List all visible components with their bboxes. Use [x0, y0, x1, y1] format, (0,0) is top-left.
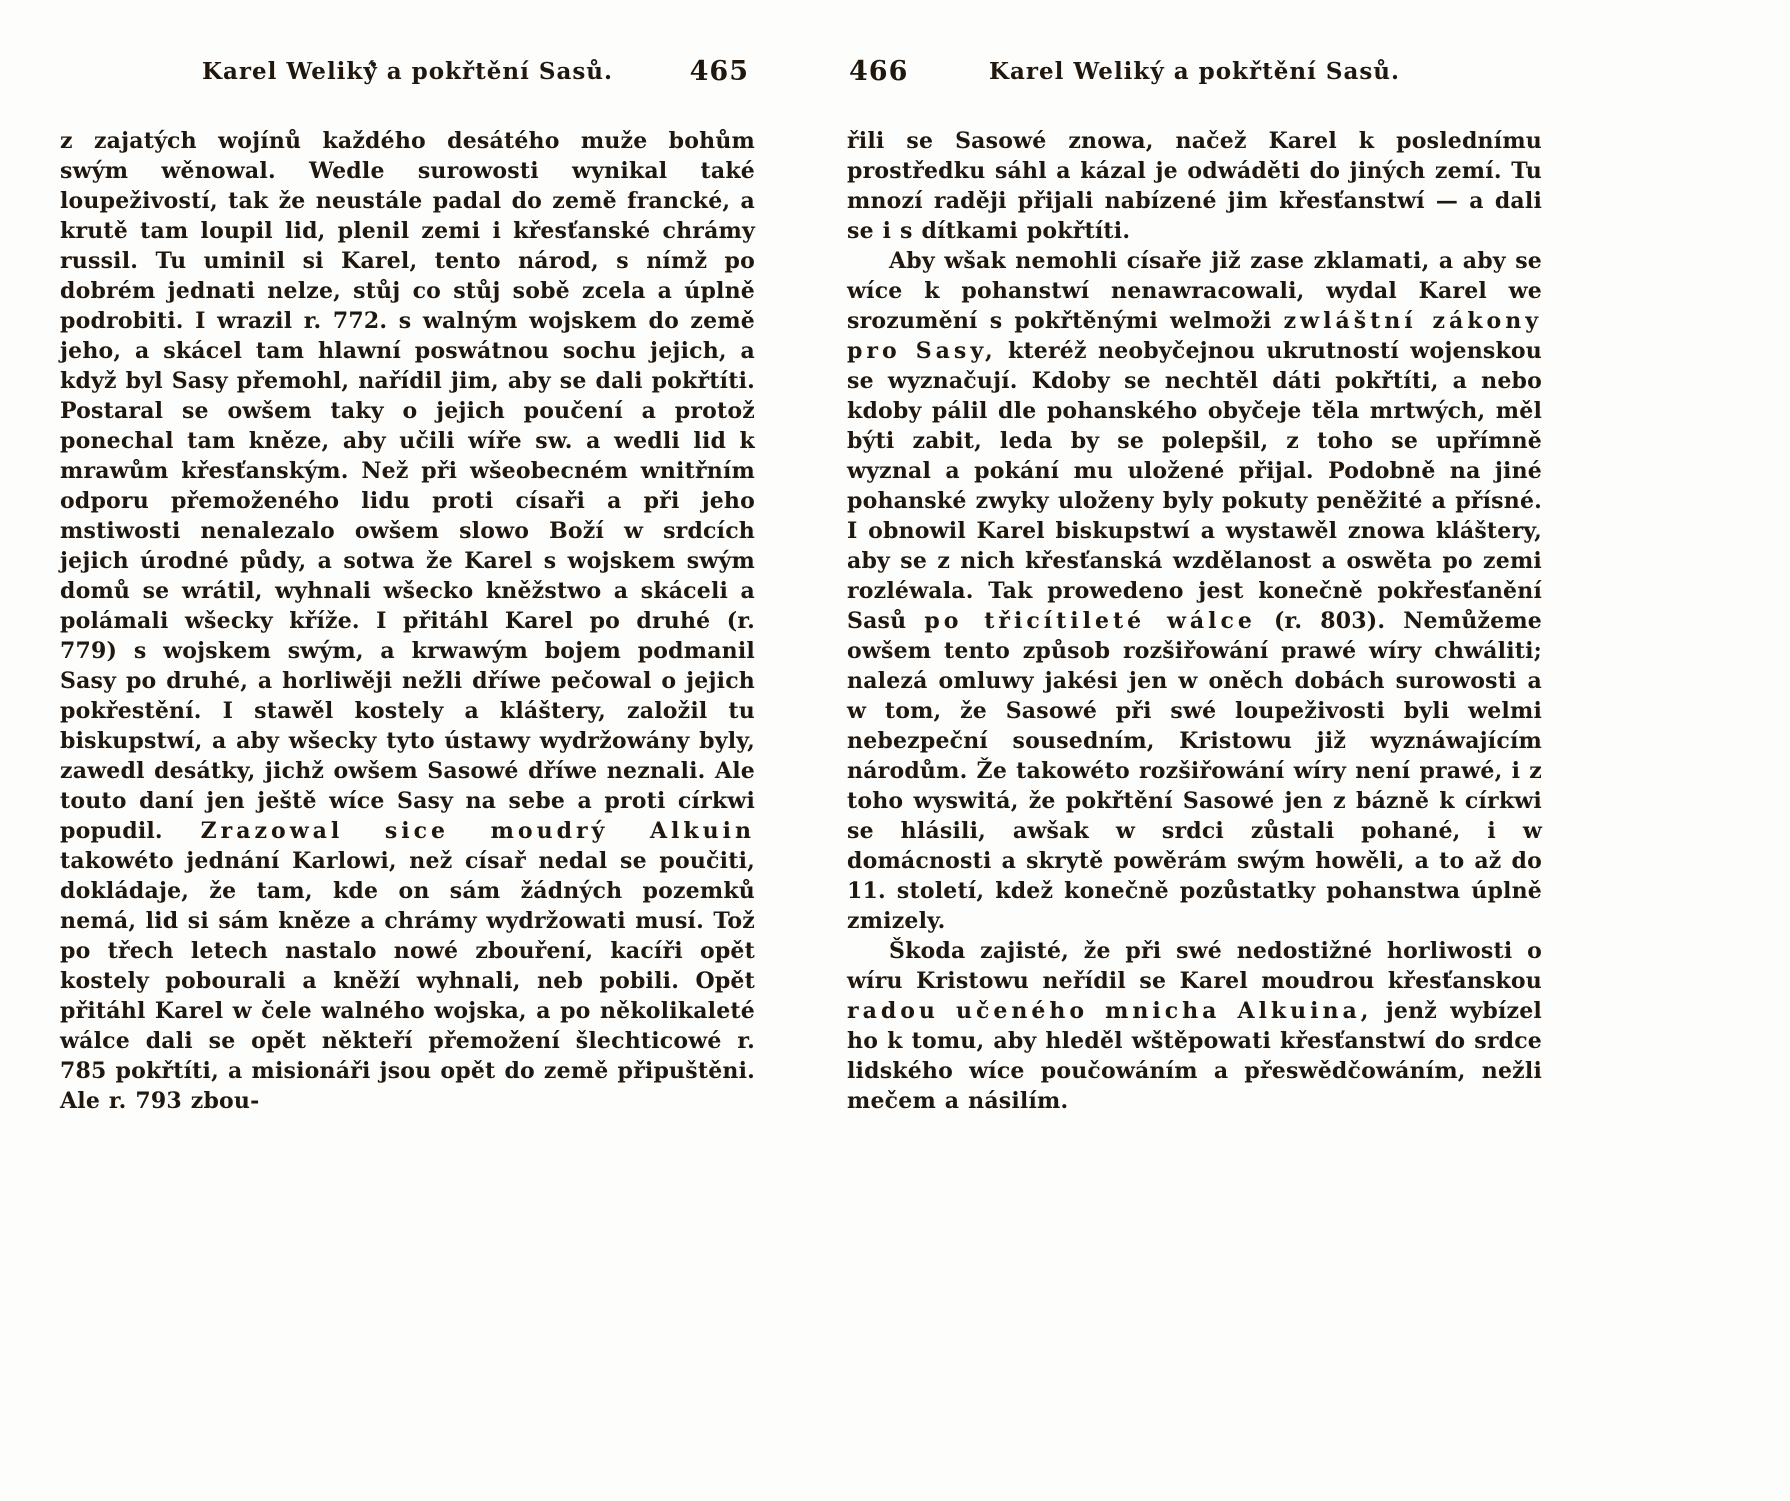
- page-header-left: [60, 58, 755, 100]
- text-run: Aby wšak nemohli císaře již zase zklamati, a aby se wíce k pohanstwí nenawracowali, wydal Karel we srozumění s pokřtěnými welmoži: [847, 248, 1542, 334]
- page-right: [847, 58, 1542, 1116]
- text-run: (r. 803). Nemůžeme owšem tento způsob rozšiřowání prawé wíry chwáliti; nalezá omluwy jakési jen w oněch dobách surowosti a w tom, že Sasowé při swé loupeživosti byli welmi nebezpeční sousedním, Kristowu již wyznáwajícím národům. Že takowéto rozšiřowání wíry není prawé, i z toho wyswitá, že pokřtění Sasowé jen z bázně k církwi se hlásili, awšak w srdci zůstali pohané, i w domácnosti a skrytě powěrám swým howěli, a to až do 11. století, kdež konečně pozůstatky pohanstwa úplně zmizely.: [847, 608, 1542, 934]
- text-run: takowéto jednání Karlowi, než císař nedal se poučiti, dokládaje, že tam, kde on sám žádných pozemků nemá, lid si sám kněze a chrámy wydržowati musí. Tož po třech letech nastalo nowé zbouření, kacíři opět kostely pobourali a kněží wyhnali, neb pobili. Opět přitáhl Karel w čele walného wojska, a po několikaleté wálce dali se opět někteří přemožení šlechticowé r. 785 pokřtíti, a misionáři jsou opět do země připuštěni. Ale r. 793 zbou-: [60, 848, 755, 1114]
- text-run: kteréž neobyčejnou ukrutností wojenskou se wyznačují. Kdoby se nechtěl dáti pokřtíti, a nebo kdoby pálil dle pohanského obyčeje těla mrtwých, měl býti zabit, leda by se polepšil, z toho se upřímně wyznal a pokání mu uložené přijal. Podobně na jiné pohanské zwyky uloženy byly pokuty peněžité a přísné. I obnowil Karel biskupstwí a wystawěl znowa kláštery, aby se z nich křesťanská wzdělanost a oswěta po zemi rozléwala. Tak prowedeno jest konečně pokřesťanění Sasů: [847, 338, 1542, 634]
- running-title-right: Karel Weliký a pokřtění Sasů.: [988, 58, 1401, 85]
- emphasized-text-run: Zrazowal sice moudrý Alkuin: [200, 818, 755, 844]
- emphasized-text-run: po třicítileté wálce: [924, 608, 1256, 634]
- paragraph: [847, 246, 1542, 936]
- paragraph: [60, 126, 755, 1116]
- page-body-left: [60, 126, 755, 1116]
- page-body-right: [847, 126, 1542, 1116]
- paragraph: [847, 936, 1542, 1116]
- paragraph: [847, 126, 1542, 246]
- emphasized-text-run: radou učeného mnicha Alkuina,: [847, 998, 1373, 1024]
- text-run: jenž wybízel ho k tomu, aby hleděl wštěpowati křesťanstwí do srdce lidského wíce poučowáním a přeswědčowáním, nežli mečem a násilím.: [847, 998, 1542, 1114]
- text-run: řili se Sasowé znowa, načež Karel k poslednímu prostředku sáhl a kázal je odwáděti do jiných zemí. Tu mnozí raději přijali nabízené jim křesťanstwí — a dali se i s dítkami pokřtíti.: [847, 128, 1542, 244]
- page-number-right: 466: [849, 56, 909, 87]
- page-left: [60, 58, 755, 1116]
- text-run: Škoda zajisté, že při swé nedostižné horliwosti o wíru Kristowu neřídil se Karel moudrou křesťanskou: [847, 938, 1542, 994]
- page-header-right: [847, 58, 1542, 100]
- text-run: z zajatých wojínů každého desátého muže bohům swým wěnowal. Wedle surowosti wynikal také loupeživostí, tak že neustále padal do země francké, a krutě tam loupil lid, plenil zemi i křesťanské chrámy russil. Tu uminil si Karel, tento národ, s nímž po dobrém jednati nelze, stůj co stůj sobě zcela a úplně podrobiti. I wrazil r. 772. s walným wojskem do země jeho, a skácel tam hlawní poswátnou sochu jejich, a když byl Sasy přemohl, nařídil jim, aby se dali pokřtíti. Postaral se owšem taky o jejich poučení a protož ponechal tam kněze, aby učili wíře sw. a wedli lid k mrawům křesťanským. Než při wšeobecném wnitřním odporu přemoženého lidu proti císaři a při jeho mstiwosti nenalezalo owšem slowo Boží w srdcích jejich úrodné půdy, a sotwa že Karel s wojskem swým domů se wrátil, wyhnali wšecko kněžstwo a skáceli a polámali wšecky kříže. I přitáhl Karel po druhé (r. 779) s wojskem swým, a krwawým bojem podmanil Sasy po druhé, a horliwěji nežli dříwe pečowal o jejich pokřestění. I stawěl kostely a kláštery, založil tu biskupstwí, a aby wšecky tyto ústawy wydržowány byly, zawedl desátky, jichž owšem Sasowé dříwe neznali. Ale touto daní jen ještě wíce Sasy na sebe a proti církwi popudil.: [60, 128, 755, 844]
- page-number-left: 465: [689, 56, 749, 87]
- running-title-left: Karel Weliký a pokřtění Sasů.: [201, 58, 614, 85]
- emphasized-text-run: zwláštní zákony pro Sasy,: [847, 308, 1542, 364]
